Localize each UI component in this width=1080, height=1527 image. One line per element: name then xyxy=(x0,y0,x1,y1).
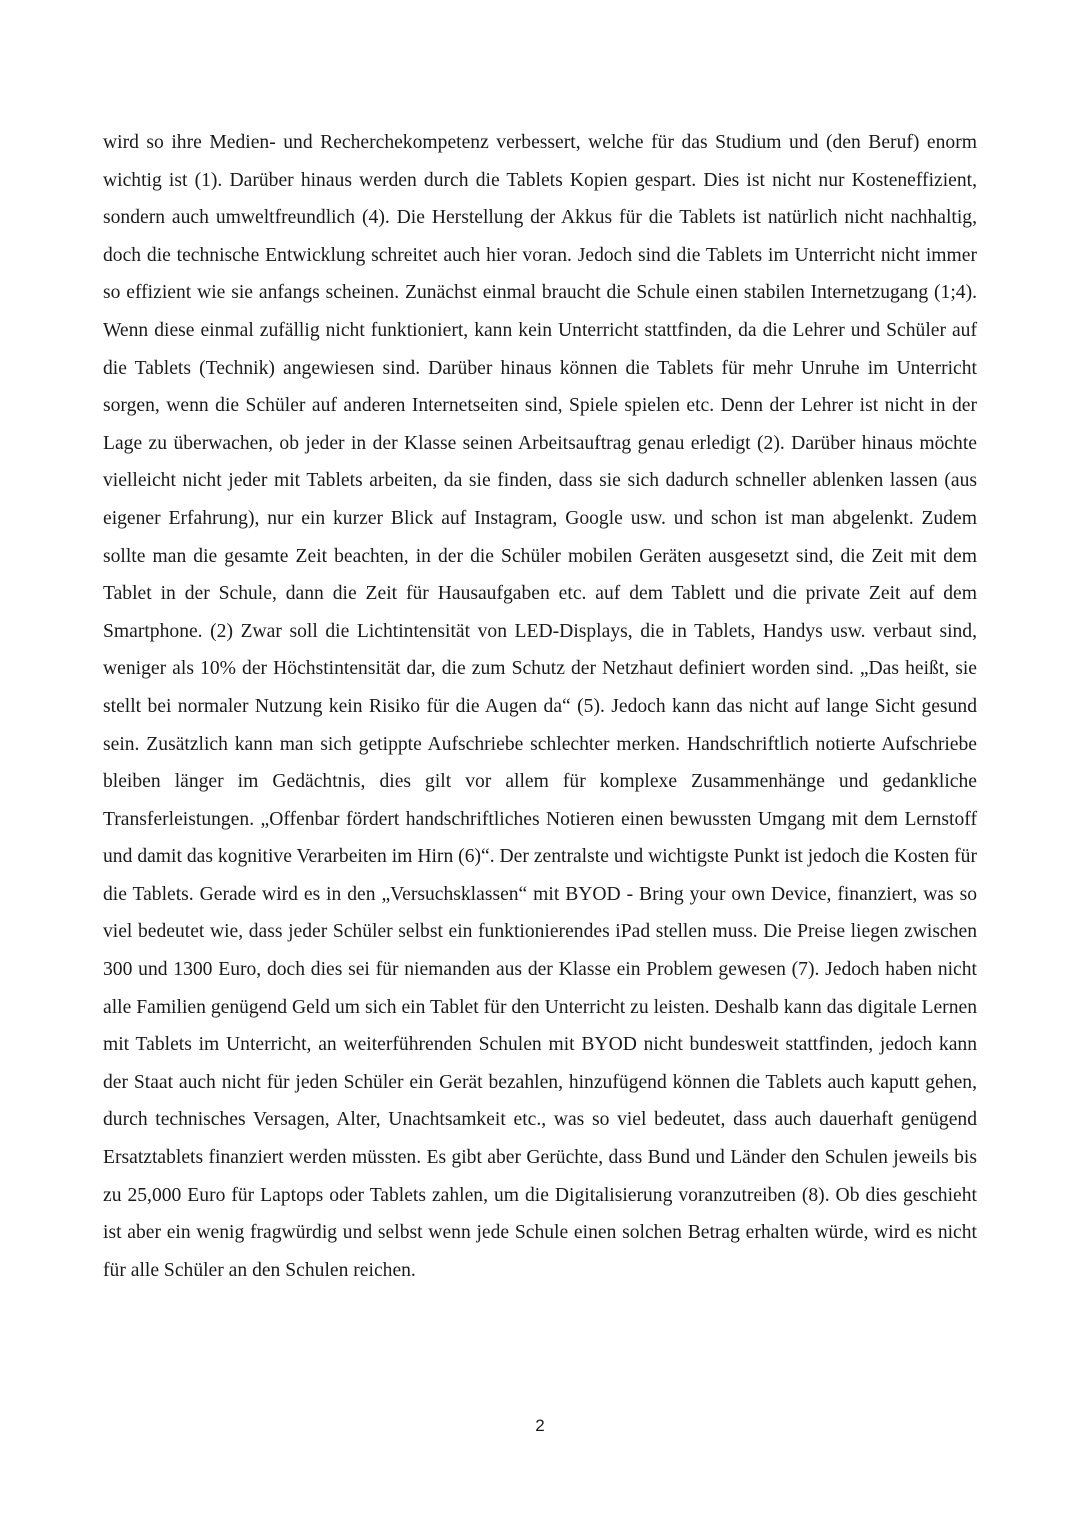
page-number: 2 xyxy=(535,1416,545,1435)
body-paragraph: wird so ihre Medien- und Recherchekompetenz verbessert, welche für das Studium und (den Beruf) enorm wichtig ist (1). Darüber hinaus werden durch die Tablets Kopien gespart. Dies ist nicht nur Kosteneffizient, sondern auch umweltfreundlich (4). Die Herstellung der Akkus für die Tablets ist natürlich nicht nachhaltig, doch die technische Entwicklung schreitet auch hier voran. Jedoch sind die Tablets im Unterricht nicht immer so effizient wie sie anfangs scheinen. Zunächst einmal braucht die Schule einen stabilen Internetzugang (1;4). Wenn diese einmal zufällig nicht funktioniert, kann kein Unterricht stattfinden, da die Lehrer und Schüler auf die Tablets (Technik) angewiesen sind. Darüber hinaus können die Tablets für mehr Unruhe im Unterricht sorgen, wenn die Schüler auf anderen Internetseiten sind, Spiele spielen etc. Denn der Lehrer ist nicht in der Lage zu überwachen, ob jeder in der Klasse seinen Arbeitsauftrag genau erledigt (2). Darüber hinaus möchte vielleicht nicht jeder mit Tablets arbeiten, da sie finden, dass sie sich dadurch schneller ablenken lassen (aus eigener Erfahrung), nur ein kurzer Blick auf Instagram, Google usw. und schon ist man abgelenkt. Zudem sollte man die gesamte Zeit beachten, in der die Schüler mobilen Geräten ausgesetzt sind, die Zeit mit dem Tablet in der Schule, dann die Zeit für Hausaufgaben etc. auf dem Tablett und die private Zeit auf dem Smartphone. (2) Zwar soll die Lichtintensität von LED-Displays, die in Tablets, Handys usw. verbaut sind, weniger als 10% der Höchstintensität dar, die zum Schutz der Netzhaut definiert worden sind. „Das heißt, sie stellt bei normaler Nutzung kein Risiko für die Augen da“ (5). Jedoch kann das nicht auf lange Sicht gesund sein. Zusätzlich kann man sich getippte Aufschriebe schlechter merken. Handschriftlich notierte Aufschriebe bleiben länger im Gedächtnis, dies gilt vor allem für komplexe Zusammenhänge und gedankliche Transferleistungen. „Offenbar fördert handschriftliches Notieren einen bewussten Umgang mit dem Lernstoff und damit das kognitive Verarbeiten im Hirn (6)“. Der zentralste und wichtigste Punkt ist jedoch die Kosten für die Tablets. Gerade wird es in den „Versuchsklassen“ mit BYOD - Bring your own Device, finanziert, was so viel bedeutet wie, dass jeder Schüler selbst ein funktionierendes iPad stellen muss. Die Preise liegen zwischen 300 und 1300 Euro, doch dies sei für niemanden aus der Klasse ein Problem gewesen (7). Jedoch haben nicht alle Familien genügend Geld um sich ein Tablet für den Unterricht zu leisten. Deshalb kann das digitale Lernen mit Tablets im Unterricht, an weiterführenden Schulen mit BYOD nicht bundesweit stattfinden, jedoch kann der Staat auch nicht für jeden Schüler ein Gerät bezahlen, hinzufügend können die Tablets auch kaputt gehen, durch technisches Versagen, Alter, Unachtsamkeit etc., was so viel bedeutet, dass auch dauerhaft genügend Ersatztablets finanziert werden müssten. Es gibt aber Gerüchte, dass Bund und Länder den Schulen jeweils bis zu 25,000 Euro für Laptops oder Tablets zahlen, um die Digitalisierung voranzutreiben (8). Ob dies geschieht ist aber ein wenig fragwürdig und selbst wenn jede Schule einen solchen Betrag erhalten würde, wird es nicht für alle Schüler an den Schulen reichen. xyxy=(103,132,977,1281)
